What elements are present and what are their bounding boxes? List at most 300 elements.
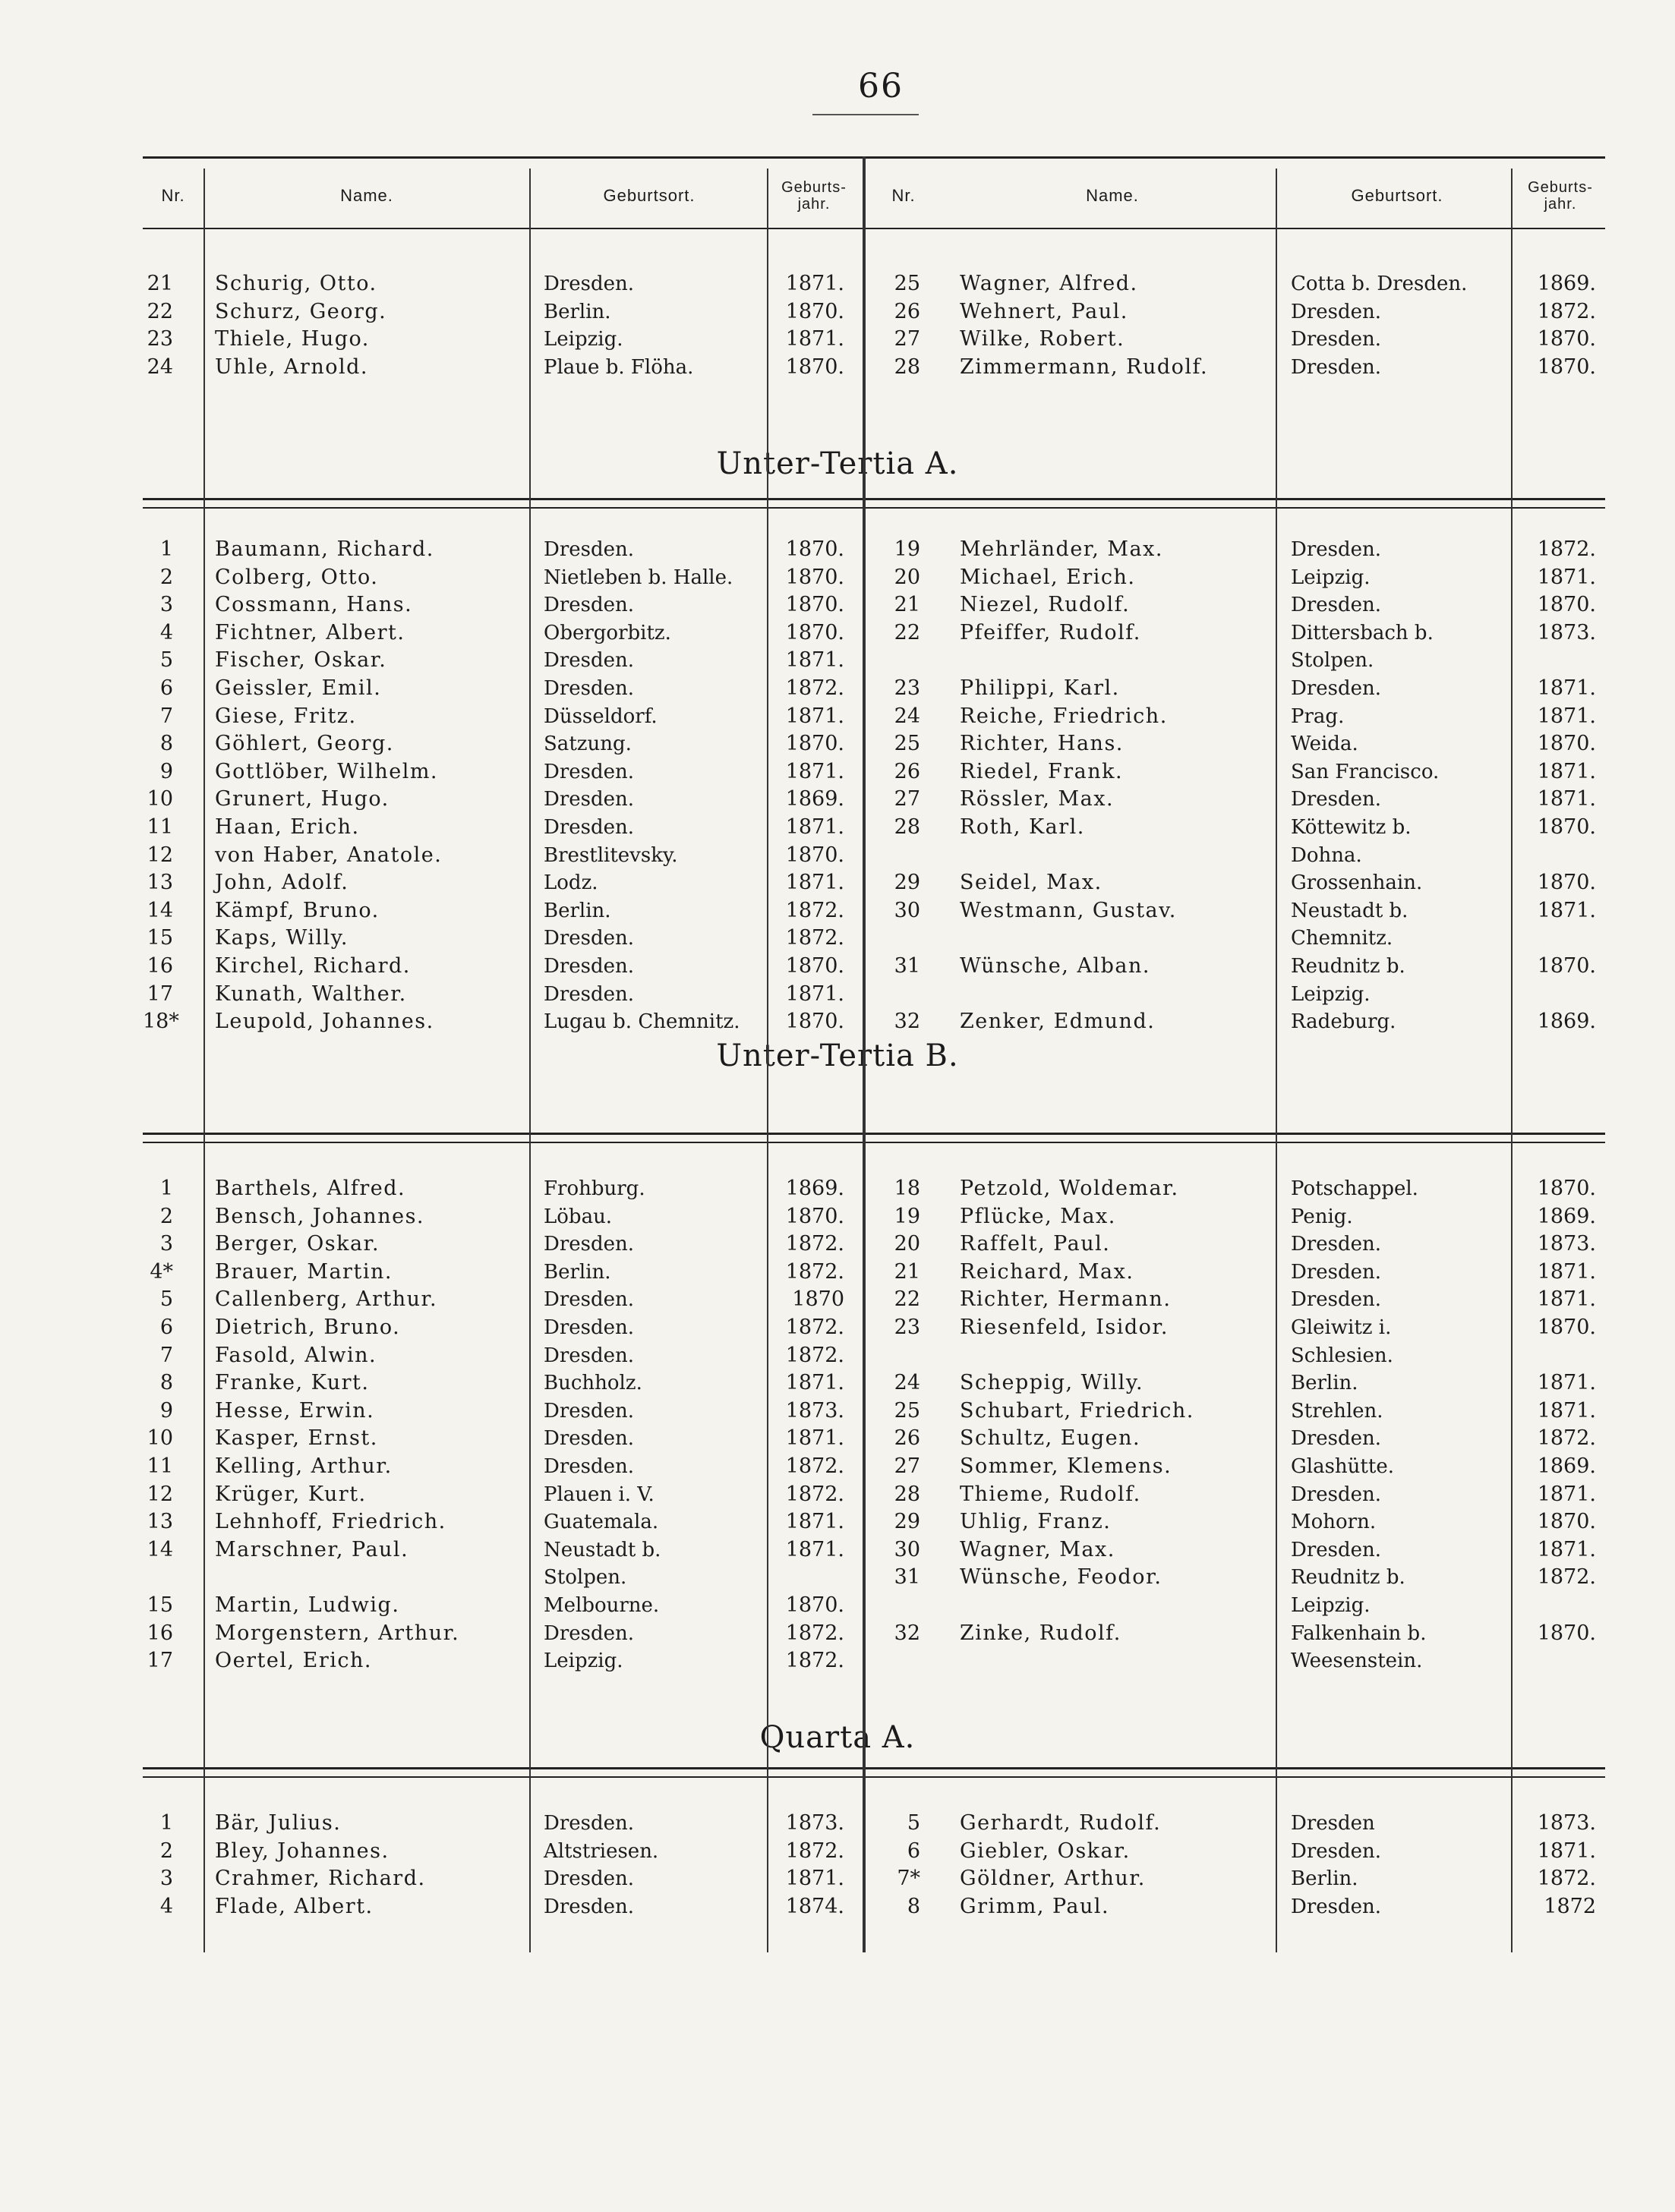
entry-number: 18 [894,1177,920,1200]
entry-number: 13 [147,871,173,895]
entry-name: Göhlert, Georg. [215,732,394,756]
table-row [0,1564,1675,1591]
entry-number: 15 [147,1593,173,1617]
entry-birthplace: Prag. [1291,704,1345,728]
entry-name: Kaps, Willy. [215,926,349,950]
entry-birthyear: 1870. [1537,593,1596,617]
entry-name: Crahmer, Richard. [215,1867,426,1891]
entry-number: 32 [894,1010,920,1034]
entry-number: 21 [894,593,920,617]
entry-birthyear: 1872. [785,1649,844,1673]
entry-birthplace: Chemnitz. [1291,927,1393,950]
entry-name: Bär, Julius. [215,1811,342,1835]
entry-birthyear: 1872. [1537,537,1596,561]
table-row [0,1314,1675,1341]
entry-number: 6 [907,1839,920,1863]
entry-birthyear: 1873. [785,1811,844,1835]
entry-birthplace: Dresden. [1291,1895,1382,1918]
entry-birthyear: 1871. [785,648,844,673]
entry-birthplace: Dresden. [544,955,635,978]
col-line-3 [767,169,768,1952]
entry-name: Riedel, Frank. [960,759,1124,783]
entry-birthyear: 1871. [1537,898,1596,922]
col-line-5 [1511,169,1513,1952]
entry-number: 21 [894,1259,920,1284]
entry-name: Seidel, Max. [960,871,1102,895]
entry-name: Rössler, Max. [960,787,1115,811]
entry-name: Marschner, Paul. [215,1537,409,1561]
entry-birthyear: 1872. [785,1454,844,1478]
header-name-left: Name. [340,186,393,205]
entry-name: Colberg, Otto. [215,565,379,589]
entry-birthplace: Dresden. [544,1427,635,1451]
entry-birthyear: 1870. [785,565,844,589]
entry-birthyear: 1871. [1537,759,1596,783]
entry-number: 4 [159,620,173,644]
header-geburtsjahr-right: Geburts-jahr. [1528,179,1593,213]
entry-birthplace: Falkenhain b. [1291,1621,1427,1645]
entry-birthyear: 1869. [1537,1204,1596,1228]
entry-number: 24 [894,1371,920,1395]
entry-birthplace: Leipzig. [1291,566,1371,589]
entry-birthplace: Plaue b. Flöha. [544,355,694,379]
entry-birthplace: Dresden. [544,982,635,1006]
entry-birthyear: 1871. [785,871,844,895]
entry-name: Kelling, Arthur. [215,1454,393,1478]
header-bottom-rule [143,228,1605,229]
entry-birthplace: Dresden. [544,760,635,783]
entry-name: Scheppig, Willy. [960,1371,1144,1395]
table-row [0,869,1675,896]
entry-name: Oertel, Erich. [215,1649,372,1673]
entry-number: 28 [894,815,920,839]
entry-number: 5 [159,648,173,673]
entry-birthyear: 1872. [785,1482,844,1506]
table-row [0,1425,1675,1452]
entry-name: Thieme, Rudolf. [960,1482,1141,1506]
section-rule-a-1 [143,498,1605,500]
section-rule-a-2 [143,507,1605,509]
entry-number: 6 [159,1316,173,1339]
table-row [0,703,1675,730]
entry-number: 21 [147,272,173,295]
entry-name: Zinke, Rudolf. [960,1621,1121,1645]
entry-birthplace: Penig. [1291,1205,1353,1228]
table-row [0,1536,1675,1564]
entry-birthplace: Dresden. [1291,300,1382,323]
section-title-unter-tertia-a: Unter-Tertia A. [716,446,959,481]
entry-name: Reichard, Max. [960,1259,1134,1284]
table-row [0,1369,1675,1397]
table-row [0,897,1675,925]
entry-birthyear: 1870. [785,354,844,379]
entry-number: 12 [147,843,173,867]
table-row [0,842,1675,869]
entry-birthplace: Berlin. [544,1260,611,1284]
entry-name: Niezel, Rudolf. [960,593,1131,617]
entry-name: Wagner, Alfred. [960,272,1138,295]
entry-number: 20 [894,565,920,589]
entry-number: 26 [894,299,920,323]
entry-birthplace: Weesenstein. [1291,1650,1423,1673]
col-line-4 [1276,169,1277,1952]
entry-name: Berger, Oskar. [215,1232,380,1256]
entry-birthplace: Dresden. [1291,1427,1382,1451]
entry-birthyear: 1870. [1537,815,1596,839]
entry-name: Thiele, Hugo. [215,327,370,351]
entry-number: 3 [159,1232,173,1256]
table-row [0,814,1675,841]
table-row [0,1508,1675,1536]
entry-birthyear: 1872. [785,1259,844,1284]
entry-birthplace: Dresden. [544,816,635,839]
entry-birthplace: Dresden. [544,649,635,673]
entry-name: Callenberg, Arthur. [215,1287,438,1312]
entry-number: 1 [159,1811,173,1835]
entry-name: Fischer, Oskar. [215,648,387,673]
entry-birthplace: Gleiwitz i. [1291,1316,1392,1339]
entry-number: 3 [159,593,173,617]
entry-number: 1 [159,537,173,561]
table-row [0,730,1675,758]
entry-birthplace: Weida. [1291,733,1358,756]
entry-name: Michael, Erich. [960,565,1136,589]
entry-name: Pfeiffer, Rudolf. [960,620,1141,644]
entry-birthyear: 1872. [1537,1426,1596,1451]
entry-birthyear: 1871. [1537,565,1596,589]
entry-birthyear: 1871. [785,759,844,783]
entry-number: 5 [907,1811,920,1835]
entry-number: 14 [147,898,173,922]
table-row [0,298,1675,326]
table-row [0,591,1675,619]
entry-birthyear: 1871. [785,1371,844,1395]
entry-name: Haan, Erich. [215,815,360,839]
entry-birthyear: 1870. [785,1204,844,1228]
entry-name: von Haber, Anatole. [215,843,443,867]
entry-name: Fasold, Alwin. [215,1343,377,1367]
entry-birthplace: San Francisco. [1291,760,1440,783]
col-line-2 [529,169,531,1952]
entry-birthplace: Glashütte. [1291,1455,1394,1478]
entry-birthyear: 1872. [785,1621,844,1645]
entry-birthplace: Löbau. [544,1205,613,1228]
entry-number: 30 [894,898,920,922]
entry-name: Barthels, Alfred. [215,1177,406,1200]
entry-birthyear: 1871. [1537,1482,1596,1506]
entry-name: Kasper, Ernst. [215,1426,378,1451]
entry-birthplace: Leipzig. [1291,982,1371,1006]
entry-birthplace: Melbourne. [544,1594,660,1617]
entry-birthyear: 1872. [1537,1565,1596,1590]
table-row [0,1810,1675,1837]
table-row [0,1620,1675,1647]
entry-name: Wagner, Max. [960,1537,1115,1561]
table-row [0,1893,1675,1921]
entry-birthplace: Dresden. [1291,355,1382,379]
entry-birthplace: Obergorbitz. [544,621,671,644]
entry-name: Wilke, Robert. [960,327,1125,351]
entry-birthplace: Neustadt b. [544,1538,661,1561]
entry-name: Giese, Fritz. [215,704,357,728]
entry-name: Sommer, Klemens. [960,1454,1172,1478]
entry-number: 19 [894,1204,920,1228]
entry-birthyear: 1873. [1537,620,1596,644]
table-row [0,619,1675,647]
page-number-rule [812,114,919,115]
entry-birthplace: Dresden. [1291,1483,1382,1506]
entry-birthyear: 1871. [785,1510,844,1534]
entry-birthplace: Reudnitz b. [1291,955,1405,978]
entry-number: 8 [907,1894,920,1918]
entry-birthplace: Dresden. [544,1399,635,1423]
entry-number: 24 [894,704,920,728]
table-row [0,564,1675,591]
entry-number: 7* [897,1867,920,1891]
entry-birthyear: 1871. [1537,704,1596,728]
entry-name: Philippi, Karl. [960,676,1120,700]
entry-name: Wünsche, Alban. [960,954,1150,978]
entry-name: Fichtner, Albert. [215,620,405,644]
entry-birthyear: 1873. [1537,1811,1596,1835]
entry-name: Wünsche, Feodor. [960,1565,1162,1590]
entry-birthyear: 1870. [1537,954,1596,978]
entry-birthyear: 1871. [1537,1398,1596,1423]
entry-number: 22 [147,299,173,323]
entry-number: 2 [159,1204,173,1228]
entry-number: 11 [147,815,173,839]
entry-number: 11 [147,1454,173,1478]
entry-number: 32 [894,1621,920,1645]
entry-number: 24 [147,354,173,379]
entry-birthplace: Reudnitz b. [1291,1566,1405,1590]
entry-name: Schultz, Eugen. [960,1426,1141,1451]
entry-birthyear: 1869. [1537,272,1596,295]
entry-number: 29 [894,871,920,895]
entry-name: Bley, Johannes. [215,1839,390,1863]
header-geburtsjahr-left: Geburts-jahr. [781,179,847,213]
entry-name: Schurig, Otto. [215,272,377,295]
entry-birthplace: Berlin. [1291,1372,1358,1395]
table-row [0,1259,1675,1286]
entry-name: Morgenstern, Arthur. [215,1621,460,1645]
entry-birthplace: Brestlitevsky. [544,843,678,867]
entry-birthplace: Nietleben b. Halle. [544,566,733,589]
entry-birthplace: Dresden. [544,1233,635,1256]
entry-birthyear: 1872 [1544,1894,1596,1918]
entry-birthplace: Dresden. [544,273,635,295]
entry-birthplace: Leipzig. [544,1650,623,1673]
entry-number: 23 [894,676,920,700]
table-row [0,1865,1675,1892]
table-row [0,1342,1675,1369]
entry-number: 23 [894,1316,920,1339]
entry-number: 23 [147,327,173,351]
entry-birthyear: 1870 [792,1287,844,1312]
entry-birthyear: 1873. [1537,1232,1596,1256]
entry-birthyear: 1872. [1537,299,1596,323]
section-title-quarta-a: Quarta A. [759,1720,916,1755]
entry-birthyear: 1870. [785,732,844,756]
entry-birthyear: 1869. [785,787,844,811]
entry-birthplace: Buchholz. [544,1372,642,1395]
entry-birthyear: 1872. [785,1839,844,1863]
table-row [0,786,1675,813]
entry-number: 10 [147,1426,173,1451]
entry-birthplace: Berlin. [544,899,611,922]
entry-birthplace: Strehlen. [1291,1399,1383,1423]
entry-number: 9 [159,1398,173,1423]
section-rule-c-2 [143,1776,1605,1778]
entry-name: Mehrländer, Max. [960,537,1163,561]
entry-number: 1 [159,1177,173,1200]
entry-name: Roth, Karl. [960,815,1085,839]
entry-number: 20 [894,1232,920,1256]
entry-birthplace: Leipzig. [544,328,623,351]
entry-name: Petzold, Woldemar. [960,1177,1179,1200]
entry-number: 31 [894,954,920,978]
entry-birthyear: 1870. [785,1593,844,1617]
entry-number: 8 [159,732,173,756]
entry-birthplace: Dresden. [544,1867,635,1891]
entry-birthplace: Mohorn. [1291,1511,1377,1534]
entry-birthplace: Plauen i. V. [544,1483,655,1506]
entry-birthyear: 1870. [785,299,844,323]
entry-name: Franke, Kurt. [215,1371,370,1395]
header-geburtsort-left: Geburtsort. [603,186,696,205]
entry-birthyear: 1871. [1537,1537,1596,1561]
entry-number: 27 [894,327,920,351]
entry-birthplace: Altstriesen. [544,1839,659,1863]
entry-name: Schurz, Georg. [215,299,387,323]
entry-birthplace: Dresden. [544,1895,635,1918]
entry-number: 13 [147,1510,173,1534]
entry-birthyear: 1871. [1537,1839,1596,1863]
table-row [0,758,1675,786]
entry-number: 19 [894,537,920,561]
entry-number: 18* [143,1010,179,1034]
entry-birthplace: Potschappel. [1291,1177,1418,1200]
entry-number: 9 [159,759,173,783]
table-row [0,1008,1675,1035]
entry-birthplace: Dresden. [1291,328,1382,351]
entry-birthplace: Satzung. [544,733,632,756]
entry-birthyear: 1872. [785,1316,844,1339]
section-rule-b-1 [143,1133,1605,1135]
entry-birthyear: 1871. [1537,1371,1596,1395]
entry-birthyear: 1870. [785,954,844,978]
entry-name: Brauer, Martin. [215,1259,393,1284]
entry-birthplace: Dresden. [544,677,635,700]
entry-name: Giebler, Oskar. [960,1839,1131,1863]
entry-number: 10 [147,787,173,811]
entry-birthyear: 1870. [1537,732,1596,756]
entry-name: Gottlöber, Wilhelm. [215,759,439,783]
entry-birthyear: 1869. [785,1177,844,1200]
entry-birthplace: Dresden. [1291,1538,1382,1561]
entry-name: Göldner, Arthur. [960,1867,1146,1891]
entry-birthyear: 1871. [1537,1287,1596,1312]
entry-name: Grimm, Paul. [960,1894,1110,1918]
entry-birthyear: 1870. [1537,1316,1596,1339]
entry-birthyear: 1871. [785,272,844,295]
entry-number: 26 [894,759,920,783]
entry-name: Zimmermann, Rudolf. [960,354,1209,379]
entry-number: 17 [147,1649,173,1673]
entry-birthplace: Dresden. [1291,677,1382,700]
entry-name: Flade, Albert. [215,1894,374,1918]
entry-birthyear: 1871. [1537,676,1596,700]
entry-number: 14 [147,1537,173,1561]
header-nr-right: Nr. [891,186,916,205]
entry-birthyear: 1872. [785,1343,844,1367]
entry-birthplace: Dresden. [544,1621,635,1645]
entry-birthplace: Dresden. [544,1455,635,1478]
entry-name: Kirchel, Richard. [215,954,411,978]
header-name-right: Name. [1086,186,1139,205]
entry-number: 8 [159,1371,173,1395]
table-row [0,326,1675,353]
entry-name: Dietrich, Bruno. [215,1316,401,1339]
col-line-middle [863,156,866,1952]
table-row [0,647,1675,674]
entry-number: 29 [894,1510,920,1534]
entry-birthplace: Dresden. [544,1288,635,1312]
entry-birthyear: 1871. [1537,787,1596,811]
entry-birthplace: Dresden. [544,1344,635,1367]
entry-name: Reiche, Friedrich. [960,704,1168,728]
entry-birthyear: 1871. [785,982,844,1006]
entry-birthplace: Dresden. [544,1812,635,1835]
entry-birthplace: Dresden. [1291,1288,1382,1312]
entry-birthyear: 1872. [785,1232,844,1256]
entry-birthplace: Leipzig. [1291,1594,1371,1617]
entry-birthyear: 1872. [1537,1867,1596,1891]
section-rule-c-1 [143,1767,1605,1769]
entry-name: Leupold, Johannes. [215,1010,434,1034]
entry-number: 27 [894,1454,920,1478]
entry-number: 4* [150,1259,173,1284]
entry-number: 25 [894,272,920,295]
entry-birthplace: Dresden. [1291,788,1382,811]
entry-number: 2 [159,565,173,589]
entry-name: Uhlig, Franz. [960,1510,1112,1534]
table-row [0,1175,1675,1202]
table-row [0,1481,1675,1508]
entry-birthyear: 1870. [1537,871,1596,895]
entry-name: Kämpf, Bruno. [215,898,380,922]
entry-name: Uhle, Arnold. [215,354,368,379]
entry-number: 12 [147,1482,173,1506]
entry-birthyear: 1871. [785,1537,844,1561]
entry-birthplace: Berlin. [1291,1867,1358,1891]
entry-birthplace: Dresden. [544,927,635,950]
entry-number: 28 [894,1482,920,1506]
page-number: 66 [858,67,904,106]
entry-birthyear: 1870. [1537,327,1596,351]
entry-birthplace: Dresden. [1291,594,1382,617]
table-row [0,1647,1675,1675]
entry-birthplace: Lodz. [544,871,598,895]
entry-birthplace: Dresden. [544,1316,635,1339]
entry-birthplace: Berlin. [544,300,611,323]
entry-birthplace: Dittersbach b. [1291,621,1434,644]
entry-name: Lehnhoff, Friedrich. [215,1510,446,1534]
entry-birthplace: Stolpen. [544,1566,627,1590]
table-row [0,675,1675,702]
entry-number: 26 [894,1426,920,1451]
entry-number: 6 [159,676,173,700]
